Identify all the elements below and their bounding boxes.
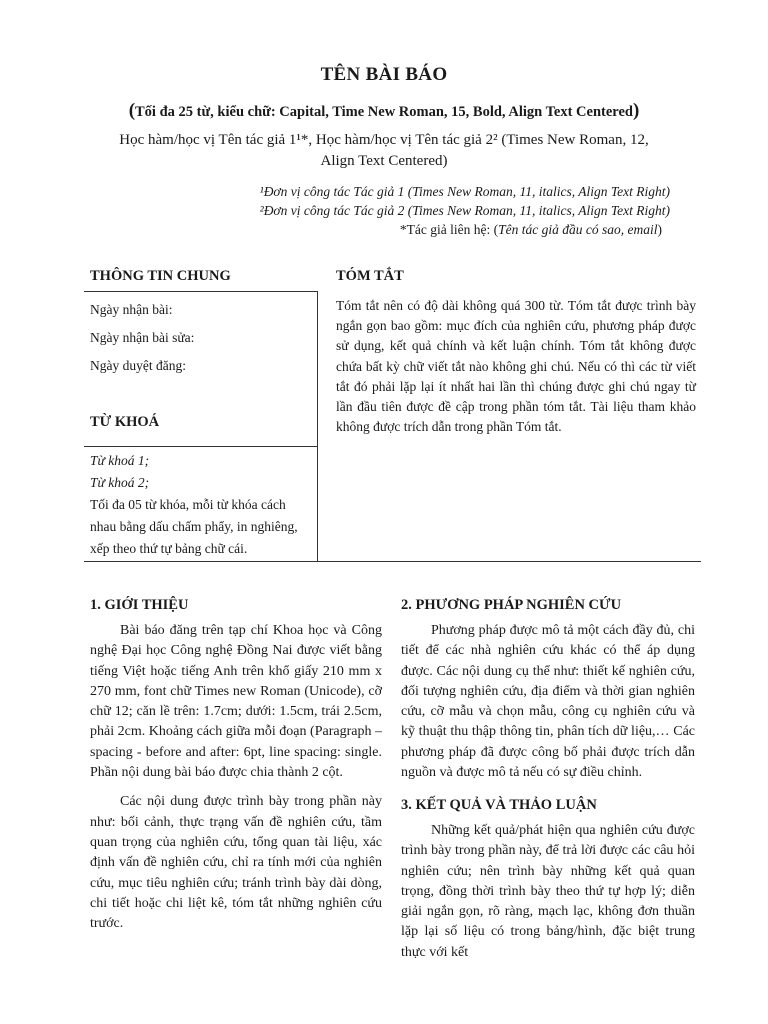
subtitle-open-paren: ( [128, 100, 136, 121]
introduction-paragraph-2: Các nội dung được trình bày trong phần này như: bối cảnh, thực trạng vấn đề nghiên cứu, tầm quan trọng của nghiên cứu, tổng quan tài liệu, xác định vấn đề nghiên cứu, chỉ ra tính mới của nghiên cứu, mục tiêu nghiên cứu; tránh trình bày dài dòng, chi tiết hoặc chi liệt kê, tóm tắt những nghiên cứu trước. [90, 794, 382, 932]
authors-line-2: Align Text Centered) [320, 153, 448, 169]
results-heading: 3. KẾT QUẢ VÀ THẢO LUẬN [401, 797, 597, 813]
methods-heading: 2. PHƯƠNG PHÁP NGHIÊN CỨU [401, 597, 622, 613]
received-date-label: Ngày nhận bài: [90, 302, 173, 317]
keywords-note: Tối đa 05 từ khóa, mỗi từ khóa cách nhau bằng dấu chấm phẩy, in nghiêng, xếp theo thứ tự bảng chữ cái. [90, 497, 298, 556]
paper-title: TÊN BÀI BÁO [320, 64, 448, 85]
methods-body [401, 621, 695, 783]
title-instructions [0, 100, 768, 122]
methods-paragraph-1: Phương pháp được mô tả một cách đầy đủ, chi tiết để các nhà nghiên cứu khác có thể áp dụng được. Các nội dung cụ thể như: thiết kế nghiên cứu, đối tượng nghiên cứu, địa điểm và thời gian nghiên cứu, cỡ mẫu và chọn mẫu, công cụ nghiên cứu và kỹ thuật thu thập thông tin, phân tích dữ liệu,… Các phương pháp đã được công bố phải được trích dẫn nguồn và được mô tả nếu có sự điều chỉnh. [401, 623, 695, 781]
general-info-divider [84, 291, 317, 292]
keyword-2: Từ khoá 2; [90, 475, 150, 490]
accepted-date-label: Ngày duyệt đăng: [90, 358, 186, 373]
keywords-heading: TỪ KHOÁ [90, 414, 160, 430]
keyword-1: Từ khoá 1; [90, 453, 150, 468]
corresponding-label: *Tác giả liên hệ: ( [399, 222, 499, 237]
subtitle-close-paren: ) [632, 100, 640, 121]
general-info-heading: THÔNG TIN CHUNG [90, 268, 231, 284]
subtitle-text: Tối đa 25 từ, kiểu chữ: Capital, Time New Roman, 15, Bold, Align Text Centered [135, 104, 633, 120]
results-body [401, 821, 695, 963]
keywords-divider [84, 446, 317, 447]
authors [60, 130, 708, 172]
introduction-heading: 1. GIỚI THIỆU [90, 597, 189, 613]
revised-date-label: Ngày nhận bài sửa: [90, 330, 195, 345]
affiliation-1: ¹Đơn vị công tác Tác giả 1 (Times New Roman, 11, italics, Align Text Right) [259, 184, 670, 199]
header-bottom-rule [84, 561, 701, 562]
corresponding-close: ) [657, 222, 662, 237]
abstract-heading: TÓM TẮT [336, 268, 404, 284]
introduction-body [90, 621, 382, 934]
column-divider [317, 291, 318, 561]
results-paragraph-1: Những kết quả/phát hiện qua nghiên cứu được trình bày trong phần này, để trả lời được các câu hỏi nghiên cứu; nên trình bày những kết quả quan trọng, đồng thời trình bày theo thứ tự hợp lý; diễn giải ngắn gọn, rõ ràng, mạch lạc, không đơn thuần lặp lại số liệu có trong bảng/hình, đặc biệt trung thực với kết [401, 823, 695, 960]
affiliation-2: ²Đơn vị công tác Tác giả 2 (Times New Roman, 11, italics, Align Text Right) [259, 203, 670, 218]
abstract-text: Tóm tắt nên có độ dài không quá 300 từ. Tóm tắt được trình bày ngắn gọn bao gồm: mục đích của nghiên cứu, phương pháp được sử dụng, kết quả chính và kết luận chính. Tóm tắt không được chứa bất kỳ chữ viết tắt nào không ghi chú. Nếu có thì các từ viết tắt đó phải lặp lại ít nhất hai lần thì chúng được ghi chú ngay từ lần đầu tiên được đề cập trong phần tóm tắt. Tài liệu tham khảo không được trích dẫn trong phần Tóm tắt. [336, 298, 696, 435]
corresponding-author [120, 220, 662, 239]
authors-line-1: Học hàm/học vị Tên tác giả 1¹*, Học hàm/học vị Tên tác giả 2² (Times New Roman, 12, [119, 132, 649, 148]
keywords-list [90, 450, 315, 560]
introduction-paragraph-1: Bài báo đăng trên tạp chí Khoa học và Công nghệ Đại học Công nghệ Đồng Nai được viết bằng tiếng Việt hoặc tiếng Anh trên khổ giấy 210 mm x 270 mm, font chữ Times new Roman (Unicode), cỡ chữ 12; căn lề trên: 1.7cm; dưới: 1.5cm, trái 2.5cm, phải 2cm. Khoảng cách giữa mỗi đoạn (Paragraph – spacing - before and after: 6pt, line spacing: single. Phần nội dung bài báo được chia thành 2 cột. [90, 623, 382, 781]
corresponding-detail: Tên tác giả đầu có sao, email [498, 222, 658, 237]
